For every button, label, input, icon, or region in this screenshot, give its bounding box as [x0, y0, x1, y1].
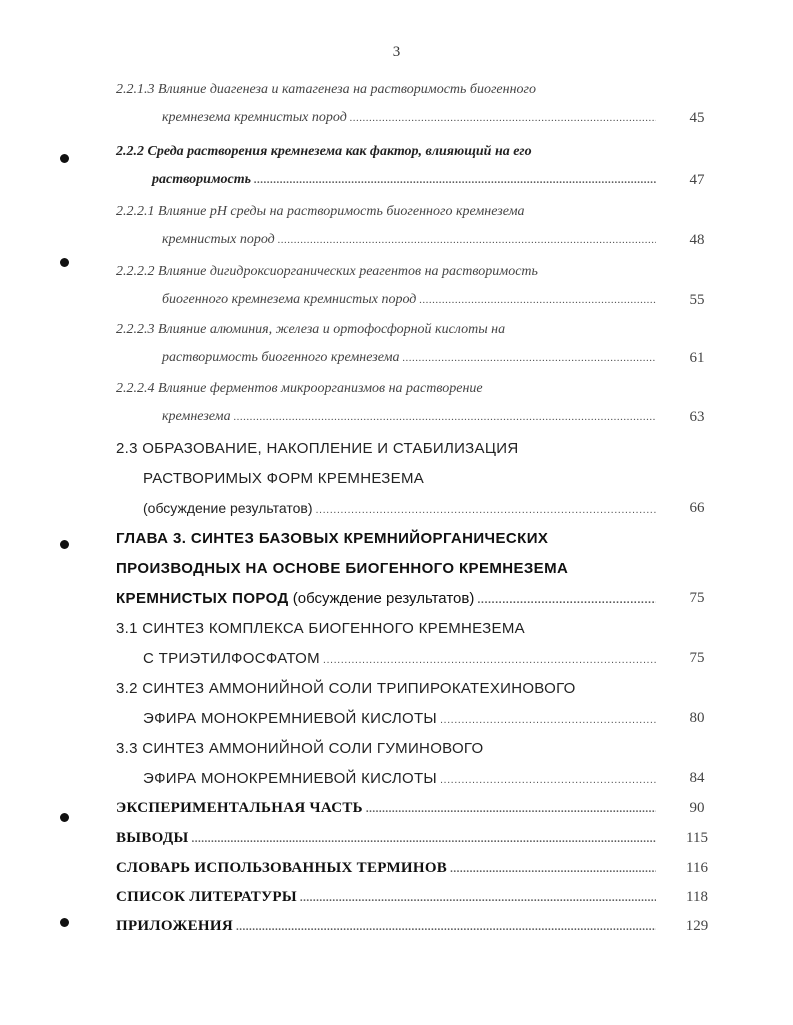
- page-number: 3: [392, 44, 401, 60]
- toc-entry-3-1-continuation: С ТРИЭТИЛФОСФАТОМ .....: [143, 650, 660, 667]
- toc-entry-2-2-1-3-continuation: кремнезема кремнистых пород .....: [162, 110, 660, 126]
- margin-bullet: [60, 918, 69, 927]
- toc-entry-2-3-line2: РАСТВОРИМЫХ ФОРМ КРЕМНЕЗЕМА: [143, 470, 425, 487]
- dot-leader: [278, 234, 656, 246]
- dot-leader: [236, 921, 656, 933]
- toc-conclusions: ВЫВОДЫ .....: [116, 830, 660, 847]
- toc-page-number: 129: [685, 918, 709, 934]
- dot-leader: [366, 803, 656, 815]
- toc-entry-2-2-2-title: 2.2.2 Среда растворения кремнезема как фактор, влияющий на его: [116, 144, 532, 159]
- toc-page-number: 75: [689, 590, 705, 606]
- dot-leader: [300, 892, 656, 904]
- toc-page-number: 80: [689, 710, 705, 726]
- toc-entry-2-2-2-2-title: 2.2.2.2 Влияние дигидроксиорганических реагентов на растворимость: [116, 264, 538, 279]
- dot-leader: [315, 504, 656, 516]
- toc-chapter-3-title: ГЛАВА 3. СИНТЕЗ БАЗОВЫХ КРЕМНИЙОРГАНИЧЕСКИХ: [116, 530, 549, 547]
- dot-leader: [254, 174, 656, 186]
- toc-page-number: 115: [686, 830, 708, 846]
- toc-entry-2-3-continuation: (обсуждение результатов) .....: [143, 500, 660, 516]
- toc-entry-3-3-continuation: ЭФИРА МОНОКРЕМНИЕВОЙ КИСЛОТЫ .....: [143, 770, 660, 787]
- dot-leader: [440, 714, 656, 726]
- toc-appendices: ПРИЛОЖЕНИЯ .....: [116, 918, 660, 935]
- toc-page-number: 48: [689, 232, 705, 248]
- toc-entry-2-2-2-4-continuation: кремнезема .....: [162, 409, 660, 425]
- toc-entry-2-2-2-1-continuation: кремнистых пород .....: [162, 232, 660, 248]
- dot-leader: [234, 411, 656, 423]
- toc-entry-2-3-title: 2.3 ОБРАЗОВАНИЕ, НАКОПЛЕНИЕ И СТАБИЛИЗАЦИЯ: [116, 440, 519, 457]
- dot-leader: [192, 833, 656, 845]
- toc-page-number: 116: [686, 860, 708, 876]
- toc-entry-2-2-2-4-title: 2.2.2.4 Влияние ферментов микроорганизмов на растворение: [116, 381, 483, 396]
- toc-entry-3-2-continuation: ЭФИРА МОНОКРЕМНИЕВОЙ КИСЛОТЫ .....: [143, 710, 660, 727]
- toc-bibliography: СПИСОК ЛИТЕРАТУРЫ .....: [116, 889, 660, 906]
- toc-entry-2-2-2-continuation: растворимость .....: [152, 172, 660, 188]
- toc-entry-2-2-1-3-title: 2.2.1.3 Влияние диагенеза и катагенеза на растворимость биогенного: [116, 82, 536, 97]
- toc-entry-2-2-2-3-title: 2.2.2.3 Влияние алюминия, железа и ортофосфорной кислоты на: [116, 322, 506, 337]
- dot-leader: [350, 112, 656, 124]
- toc-page-number: 90: [689, 800, 705, 816]
- margin-bullet: [60, 258, 69, 267]
- dot-leader: [477, 594, 656, 606]
- dot-leader: [323, 654, 656, 666]
- toc-entry-3-3-title: 3.3 СИНТЕЗ АММОНИЙНОЙ СОЛИ ГУМИНОВОГО: [116, 740, 484, 757]
- toc-chapter-3-line2: ПРОИЗВОДНЫХ НА ОСНОВЕ БИОГЕННОГО КРЕМНЕЗЕМА: [116, 560, 569, 577]
- dot-leader: [419, 294, 656, 306]
- toc-glossary: СЛОВАРЬ ИСПОЛЬЗОВАННЫХ ТЕРМИНОВ .....: [116, 860, 660, 877]
- toc-page-number: 63: [689, 409, 705, 425]
- margin-bullet: [60, 540, 69, 549]
- toc-entry-2-2-2-1-title: 2.2.2.1 Влияние pH среды на растворимость биогенного кремнезема: [116, 204, 525, 219]
- toc-page-number: 75: [689, 650, 705, 666]
- margin-bullet: [60, 813, 69, 822]
- toc-page-number: 84: [689, 770, 705, 786]
- toc-page-number: 45: [689, 110, 705, 126]
- toc-page-number: 61: [689, 350, 705, 366]
- toc-entry-2-2-2-3-continuation: растворимость биогенного кремнезема .....: [162, 350, 660, 366]
- dot-leader: [450, 863, 656, 875]
- toc-page-number: 118: [686, 889, 708, 905]
- toc-experimental-part: ЭКСПЕРИМЕНТАЛЬНАЯ ЧАСТЬ .....: [116, 800, 660, 817]
- toc-chapter-3-continuation: КРЕМНИСТЫХ ПОРОД (обсуждение результатов) .....: [116, 590, 660, 607]
- toc-page-number: 55: [689, 292, 705, 308]
- toc-page-number: 66: [689, 500, 705, 516]
- toc-page-number: 47: [689, 172, 705, 188]
- toc-entry-2-2-2-2-continuation: биогенного кремнезема кремнистых пород .....: [162, 292, 660, 308]
- margin-bullet: [60, 154, 69, 163]
- dot-leader: [403, 352, 656, 364]
- dot-leader: [440, 774, 656, 786]
- toc-entry-3-2-title: 3.2 СИНТЕЗ АММОНИЙНОЙ СОЛИ ТРИПИРОКАТЕХИНОВОГО: [116, 680, 576, 697]
- toc-entry-3-1-title: 3.1 СИНТЕЗ КОМПЛЕКСА БИОГЕННОГО КРЕМНЕЗЕМА: [116, 620, 525, 637]
